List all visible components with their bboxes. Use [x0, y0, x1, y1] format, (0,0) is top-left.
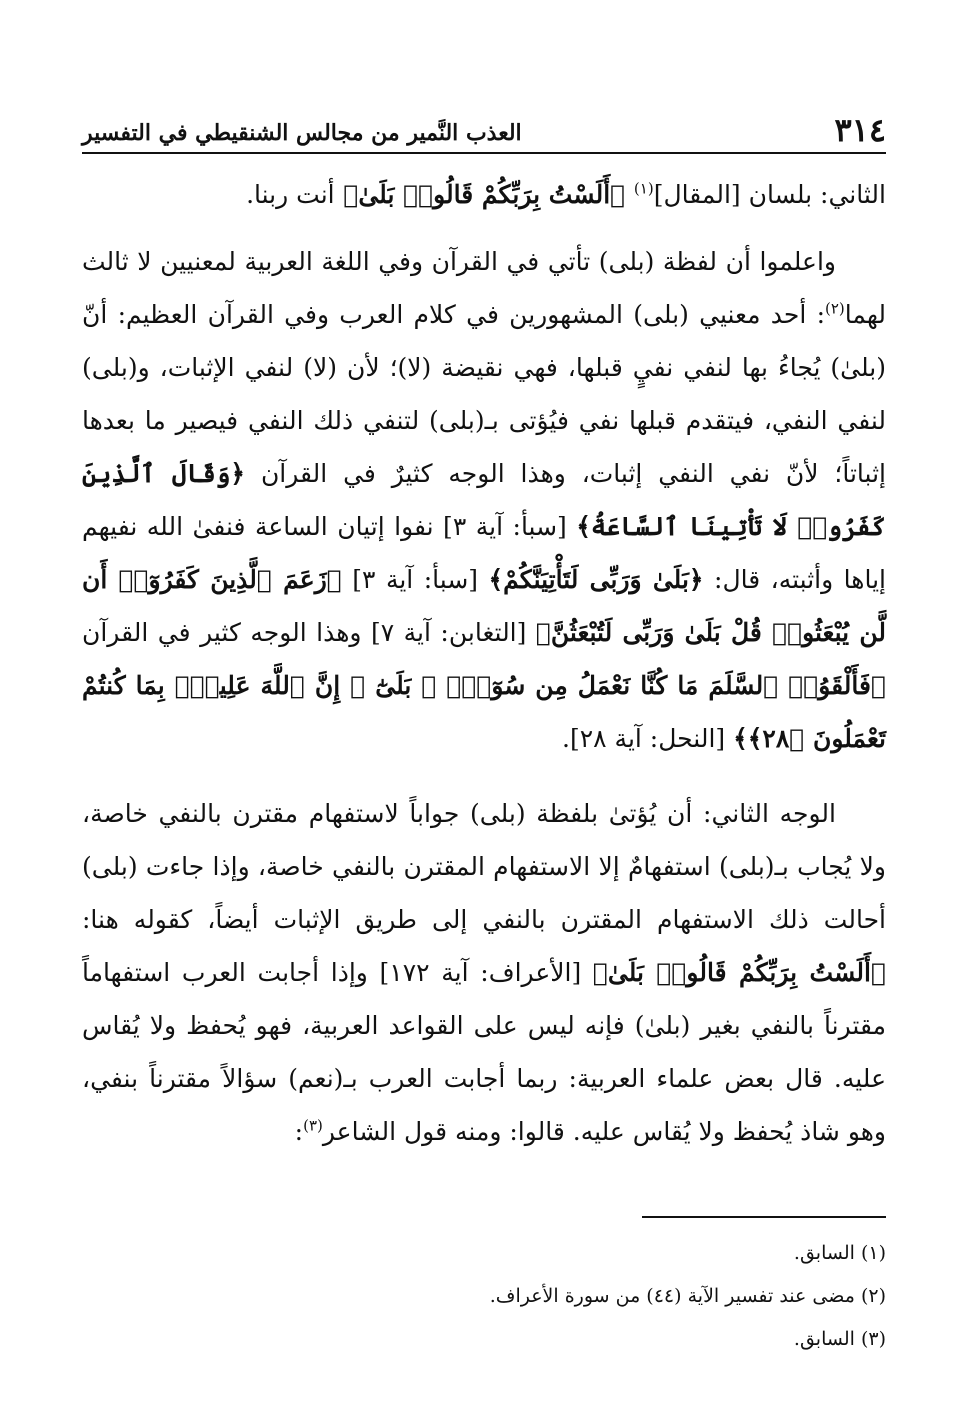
footnote-2: (٢) مضى عند تفسير الآية (٤٤) من سورة الأعراف.: [489, 1285, 886, 1307]
p2-text-b: : أحد معنيي (بلى) المشهورين في كلام العرب وفي القرآن العظيم: أنّ (بلىٰ) يُجاءُ بها لنفي نفيٍ قبلها، فهي نقيضة (لا)؛ لأن (لا) لنفي الإثبات، و(بلى) لنفي النفي، فيتقدم قبلها نفي فيُؤتى بـ(بلى) لتنفي ذلك النفي فيصير ما بعدها إثباتاً؛ لأنّ نفي النفي إثبات، وهذا الوجه كثيرٌ في القرآن: [82, 300, 886, 488]
quran-quote: ﴿وَقَالَ ٱلَّذِينَ كَفَرُوا۟ لَا تَأْتِينَا ٱلسَّاعَةُ﴾: [82, 459, 886, 541]
p3-text-a: الوجه الثاني: أن يُؤتىٰ بلفظة (بلى) جواباً لاستفهام مقترن بالنفي خاصة، ولا يُجاب بـ(بلى) استفهامٌ إلا الاستفهام المقترن بالنفي خاصة، وإذا جاءت (بلى) أحالت ذلك الاستفهام المقترن بالنفي إلى طريق الإثبات أيضاً، كقوله هنا:: [82, 799, 886, 934]
footnote-separator: [642, 1216, 886, 1218]
quran-quote: ﴿أَلَسْتُ بِرَبِّكُمْ قَالُوا۟ بَلَىٰ﴾: [592, 958, 886, 987]
quran-quote: ﴿أَلَسْتُ بِرَبِّكُمْ قَالُوا۟ بَلَىٰ﴾: [334, 180, 634, 209]
page-number: ٣١٤: [834, 111, 886, 149]
p1-text-b: أنت ربنا.: [246, 180, 335, 209]
p1-text-a: الثاني: بلسان [المقال]: [653, 180, 886, 209]
footnotes: [82, 1232, 886, 1361]
quran-quote: ﴿زَعَمَ ٱلَّذِينَ كَفَرُوٓا۟ أَن لَّن يُبْعَثُوا۟ قُلْ بَلَىٰ وَرَبِّى لَتُبْعَثُنَّ﴾: [82, 565, 886, 647]
p2-text-c: [سبأ: آية ٣] نفوا إتيان الساعة فنفىٰ الله نفيهم إياها وأثبته، قال:: [82, 512, 886, 594]
running-title: العذب النَّمير من مجالس الشنقيطي في التفسير: [82, 120, 522, 146]
p2-text-f: [النحل: آية ٢٨].: [562, 724, 734, 753]
footnote-1: (١) السابق.: [793, 1242, 886, 1264]
paragraph-3: [82, 787, 886, 1158]
quran-quote: ﴿فَأَلْقَوُا۟ ٱلسَّلَمَ مَا كُنَّا نَعْمَلُ مِن سُوٓءٍۭ ۚ بَلَىٰٓ ۚ إِنَّ ٱللَّهَ عَلِيمٌۢ بِمَا كُنتُمْ تَعْمَلُونَ ﴿٢٨﴾﴾: [82, 671, 886, 753]
p2-text-a: واعلموا أن لفظة (بلى) تأتي في القرآن وفي اللغة العربية لمعنيين لا ثالث لهما: [82, 247, 886, 329]
footnote-ref-2: (٢): [825, 299, 845, 318]
p3-text-b: [الأعراف: آية ١٧٢] وإذا أجابت العرب استفهاماً مقترناً بالنفي بغير (بلىٰ) فإنه ليس على القواعد العربية، فهو يُحفظ ولا يُقاس عليه. قال بعض علماء العربية: ربما أجابت العرب بـ(نعم) سؤالاً مقترناً بنفي، وهو شاذ يُحفظ ولا يُقاس عليه. قالوا: ومنه قول الشاعر: [82, 958, 886, 1146]
paragraph-2: [82, 235, 886, 765]
paragraph-1: [82, 168, 886, 221]
footnote-3: (٣) السابق.: [793, 1328, 886, 1350]
footnote-ref-3: (٣): [303, 1116, 323, 1135]
quran-quote: ﴿بَلَىٰ وَرَبِّى لَتَأْتِيَنَّكُمْ﴾: [488, 565, 704, 594]
page-header: [82, 104, 886, 154]
main-text: [82, 168, 886, 1158]
p3-text-c: :: [294, 1117, 304, 1146]
p2-text-d: [سبأ: آية ٣]: [341, 565, 489, 594]
footnote-ref-1: (١): [633, 179, 654, 198]
p2-text-e: [التغابن: آية ٧] وهذا الوجه كثير في القرآن: [82, 618, 536, 647]
